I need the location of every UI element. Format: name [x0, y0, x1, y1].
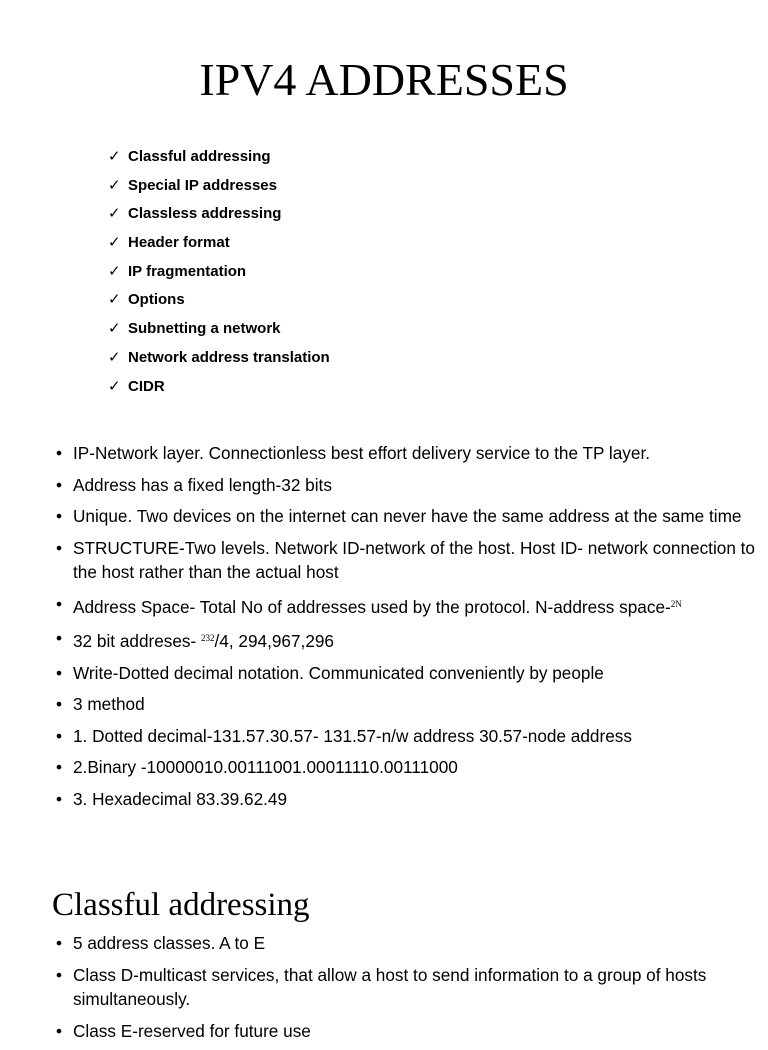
topic-label: IP fragmentation — [128, 262, 247, 280]
list-item — [56, 1019, 756, 1044]
topic-label: Special IP addresses — [128, 176, 277, 194]
bullet-text: 3 method — [73, 694, 145, 714]
bullet-text: Address has a fixed length-32 bits — [73, 474, 332, 495]
bullet-text: 2.Binary -10000010.00111001.00011110.00111000 — [73, 757, 458, 777]
bullet-icon: • — [56, 537, 63, 558]
check-icon: ✓ — [108, 205, 121, 223]
bullet-text: Write-Dotted decimal notation. Communicated conveniently by people — [73, 662, 604, 683]
topic-item — [108, 231, 330, 260]
topic-item — [108, 288, 330, 317]
list-item — [56, 787, 756, 812]
check-icon: ✓ — [108, 234, 121, 252]
power-base: 2 — [670, 598, 676, 609]
list-item — [56, 963, 756, 1012]
list-item — [56, 626, 756, 654]
list-item — [56, 931, 756, 956]
bullet-text: Class D-multicast services, that allow a host to send information to a group of hosts simultaneously. — [73, 964, 707, 1009]
classful-bullet-list — [56, 931, 756, 1050]
bullet-icon: • — [56, 628, 63, 648]
check-icon: ✓ — [108, 148, 121, 165]
list-item — [56, 473, 756, 498]
bullet-icon: • — [56, 443, 63, 463]
bullet-icon: • — [56, 1020, 63, 1041]
list-item — [56, 755, 756, 780]
topic-item — [108, 202, 330, 231]
bullet-text: 3. Hexadecimal 83.39.62.49 — [73, 788, 288, 809]
power-exponent: N — [675, 598, 682, 609]
bullet-icon: • — [56, 662, 63, 683]
topic-item — [108, 317, 330, 346]
check-icon: ✓ — [108, 262, 121, 280]
power-base: 2 — [201, 633, 206, 643]
bullet-text: Unique. Two devices on the internet can never have the same address at the same time — [73, 506, 742, 526]
bullet-icon: • — [56, 933, 63, 953]
topic-label: Subnetting a network — [128, 320, 281, 338]
bullet-text: 5 address classes. A to E — [73, 933, 266, 953]
list-item — [56, 692, 756, 717]
bullet-text-tail: /4, 294,967,296 — [214, 631, 334, 651]
list-item — [56, 592, 756, 620]
topic-item — [108, 375, 330, 404]
bullet-text: Class E-reserved for future use — [73, 1020, 311, 1041]
topic-item — [108, 260, 330, 289]
bullet-text: IP-Network layer. Connectionless best effort delivery service to the TP layer. — [73, 443, 651, 463]
bullet-text: STRUCTURE-Two levels. Network ID-network of the host. Host ID- network connection to the host rather than the actual host — [73, 537, 755, 582]
ipv4-bullet-list — [56, 441, 756, 818]
topic-checklist — [108, 145, 330, 403]
bullet-icon: • — [56, 788, 63, 809]
bullet-icon: • — [56, 964, 63, 985]
bullet-icon: • — [56, 725, 63, 746]
topic-label: Classful addressing — [128, 148, 271, 165]
slide-title: IPV4 ADDRESSES — [199, 54, 569, 105]
power-exponent: 32 — [205, 633, 215, 643]
list-item — [56, 724, 756, 749]
topic-label: CIDR — [128, 377, 165, 395]
bullet-text: 32 bit addreses- — [73, 631, 202, 651]
bullet-icon: • — [56, 593, 63, 614]
topic-label: Header format — [128, 234, 230, 252]
check-icon: ✓ — [108, 291, 121, 309]
list-item — [56, 536, 756, 585]
check-icon: ✓ — [108, 176, 121, 194]
check-icon: ✓ — [108, 348, 121, 366]
list-item — [56, 441, 756, 466]
slide-classful-addressing — [0, 868, 768, 1041]
bullet-text: Address Space- Total No of addresses used by the protocol. N-address space- — [73, 596, 671, 617]
bullet-icon: • — [56, 474, 63, 495]
topic-item — [108, 145, 330, 174]
topic-item — [108, 174, 330, 203]
topic-label: Classless addressing — [128, 205, 282, 223]
slide-title: Classful addressing — [52, 887, 310, 923]
check-icon: ✓ — [108, 320, 121, 338]
check-icon: ✓ — [108, 377, 121, 395]
list-item — [56, 504, 756, 529]
topic-label: Options — [128, 291, 185, 309]
bullet-icon: • — [56, 506, 63, 526]
list-item — [56, 661, 756, 686]
bullet-icon: • — [56, 694, 63, 714]
bullet-text: 1. Dotted decimal-131.57.30.57- 131.57-n/w address 30.57-node address — [73, 725, 632, 746]
topic-item — [108, 346, 330, 375]
bullet-icon: • — [56, 757, 63, 777]
topic-label: Network address translation — [128, 348, 330, 366]
